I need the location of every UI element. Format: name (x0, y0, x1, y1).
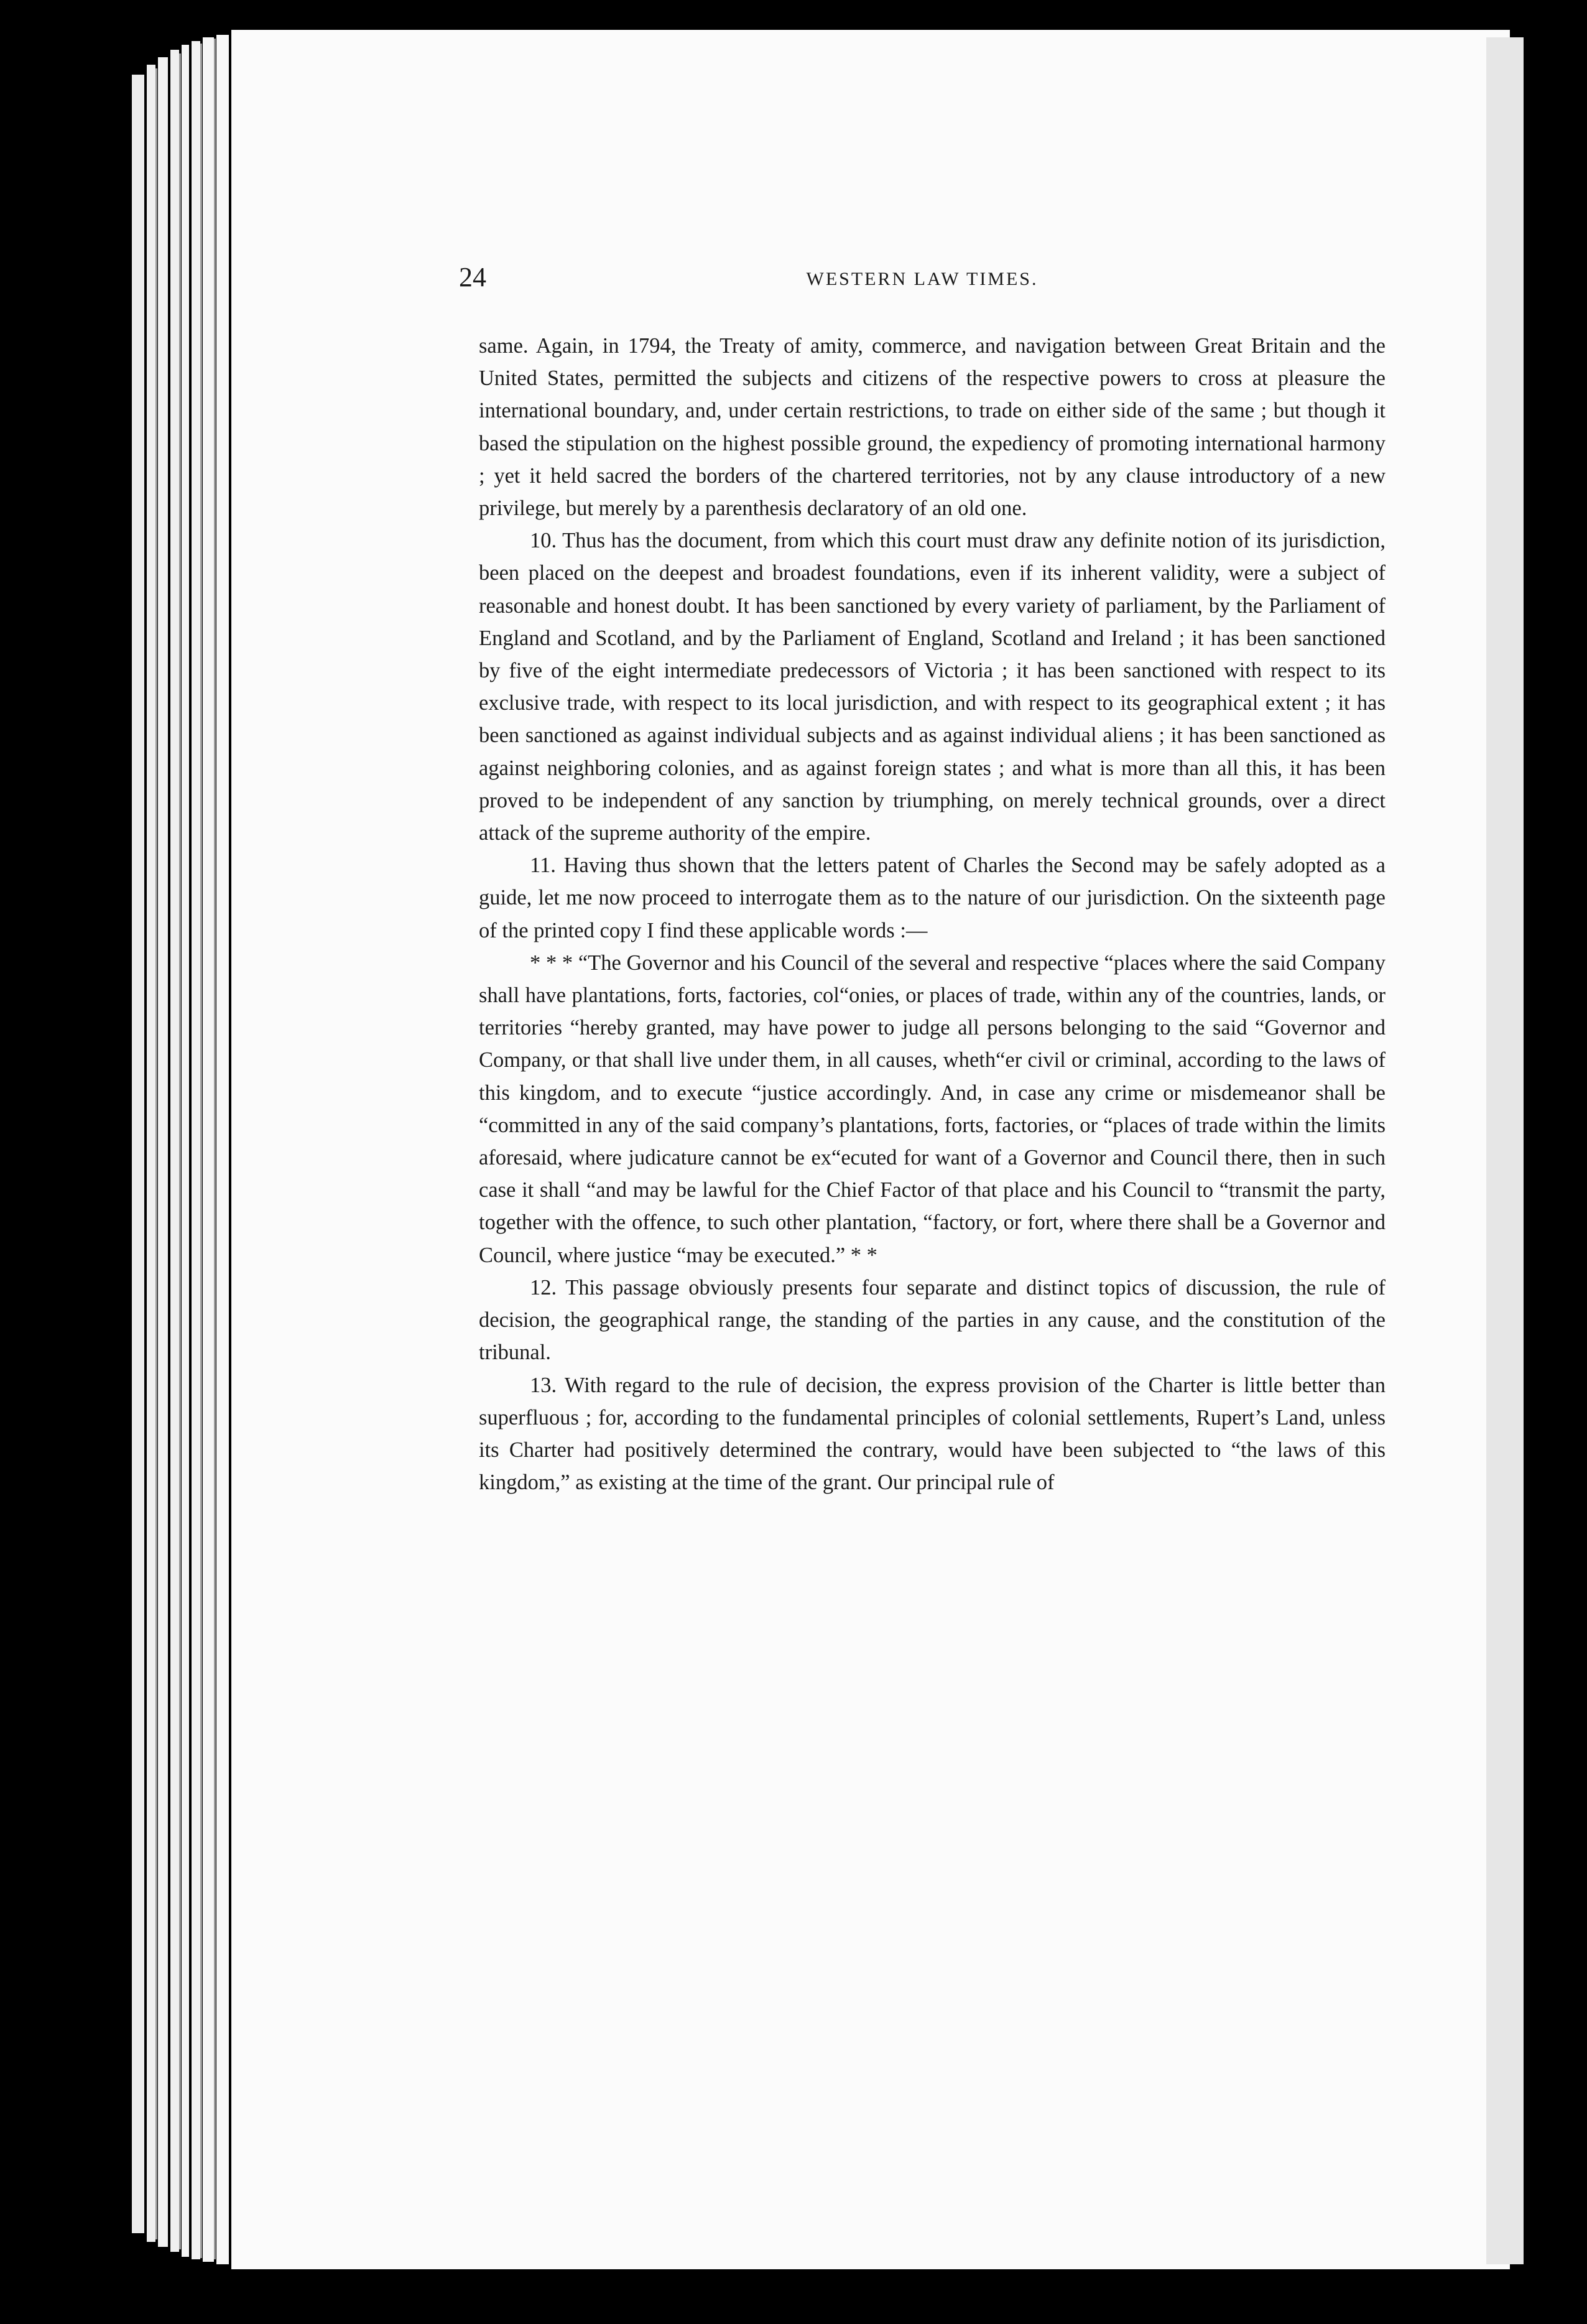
page-edge-stack (216, 35, 229, 2264)
page-number: 24 (459, 262, 486, 292)
page-edge-stack (182, 45, 189, 2257)
page-edge-stack (203, 37, 214, 2262)
paragraph-12: 12. This passage obviously presents four separate and distinct topics of discussion, the rule of decision, the geographical range, the standing of the parties in any cause, and the constitution of the tribunal. (479, 1275, 1386, 1365)
paragraph-11: 11. Having thus shown that the letters patent of Charles the Second may be safely adopted as a guide, let me now proceed to interrogate them as to the nature of our jurisdiction. On the sixteenth page of the printed copy I find these applicable words :— (479, 853, 1386, 942)
paragraph-13: 13. With regard to the rule of decision, the express provision of the Charter is little better than superfluous ; for, according to the fundamental principles of colonial settlements, Rupert’s Land, unless its Charter had positively determined the contrary, would have been subjected to “the laws of this kingdom,” as existing at the time of the grant. Our principal rule of (479, 1373, 1386, 1495)
paragraph-continued: same. Again, in 1794, the Treaty of amity, commerce, and navigation between Great Britain and the United States, permitted the subjects and citizens of the respective powers to cross at pleasure the international boundary, and, under certain restrictions, to trade on either side of the same ; but though it based the stipulation on the highest possible ground, the expediency of promoting international harmony ; yet it held sacred the borders of the chartered territories, not by any clause introductory of a new privilege, but merely by a parenthesis declaratory of an old one. (479, 334, 1386, 521)
charter-quotation: * * * “The Governor and his Council of the several and respective “places where the said Company shall have plantations, forts, factories, col“onies, or places of trade, within any of the countries, lands, or territories “hereby granted, may have power to judge all persons belonging to the said “Governor and Company, or that shall live under them, in all causes, wheth“er civil or criminal, according to the laws of this kingdom, and to execute “justice accordingly. And, in case any crime or misdemeanor shall be “committed in any of the said company’s plantations, forts, factories, or “places of trade within the limits aforesaid, where judicature cannot be ex“ecuted for want of a Governor and Council there, then in such case it shall “and may be lawful for the Chief Factor of that place and his Council to “transmit the party, together with the offence, to such other plantation, “factory, or fort, where there shall be a Governor and Council, where justice “may be executed.” * * (479, 951, 1386, 1267)
page-edge-line (179, 53, 181, 2249)
paragraph-10: 10. Thus has the document, from which this court must draw any definite notion of its jurisdiction, been placed on the deepest and broadest foundations, even if its inherent validity, were a subject of reasonable and honest doubt. It has been sanctioned by every variety of parliament, by the Parliament of England and Scotland, and by the Parliament of England, Scotland and Ireland ; it has been sanctioned by five of the eight intermediate predecessors of Victoria ; it has been sanctioned with respect to its exclusive trade, with respect to its local jurisdiction, and with respect to its geographical extent ; it has been sanctioned as against individual subjects and as against individual aliens ; it has been sanctioned as against neighboring colonies, and as against foreign states ; and what is more than all this, it has been proved to be independent of any sanction by triumphing, on merely technical grounds, over a direct attack of the supreme authority of the empire. (479, 529, 1386, 845)
body-text (479, 330, 1386, 1499)
page-edge-line (214, 39, 216, 2259)
page-edge-stack (158, 57, 168, 2247)
binding-shadow (1486, 37, 1524, 2264)
page-edge-stack (170, 50, 179, 2252)
page-edge-line (155, 68, 157, 2239)
page-edge-stack (147, 65, 155, 2242)
page-edge-stack (132, 75, 144, 2233)
page-header (459, 261, 1386, 299)
page-edge-stack (192, 41, 200, 2259)
page-edge-line (200, 44, 202, 2258)
running-title: WESTERN LAW TIMES. (806, 269, 1039, 289)
